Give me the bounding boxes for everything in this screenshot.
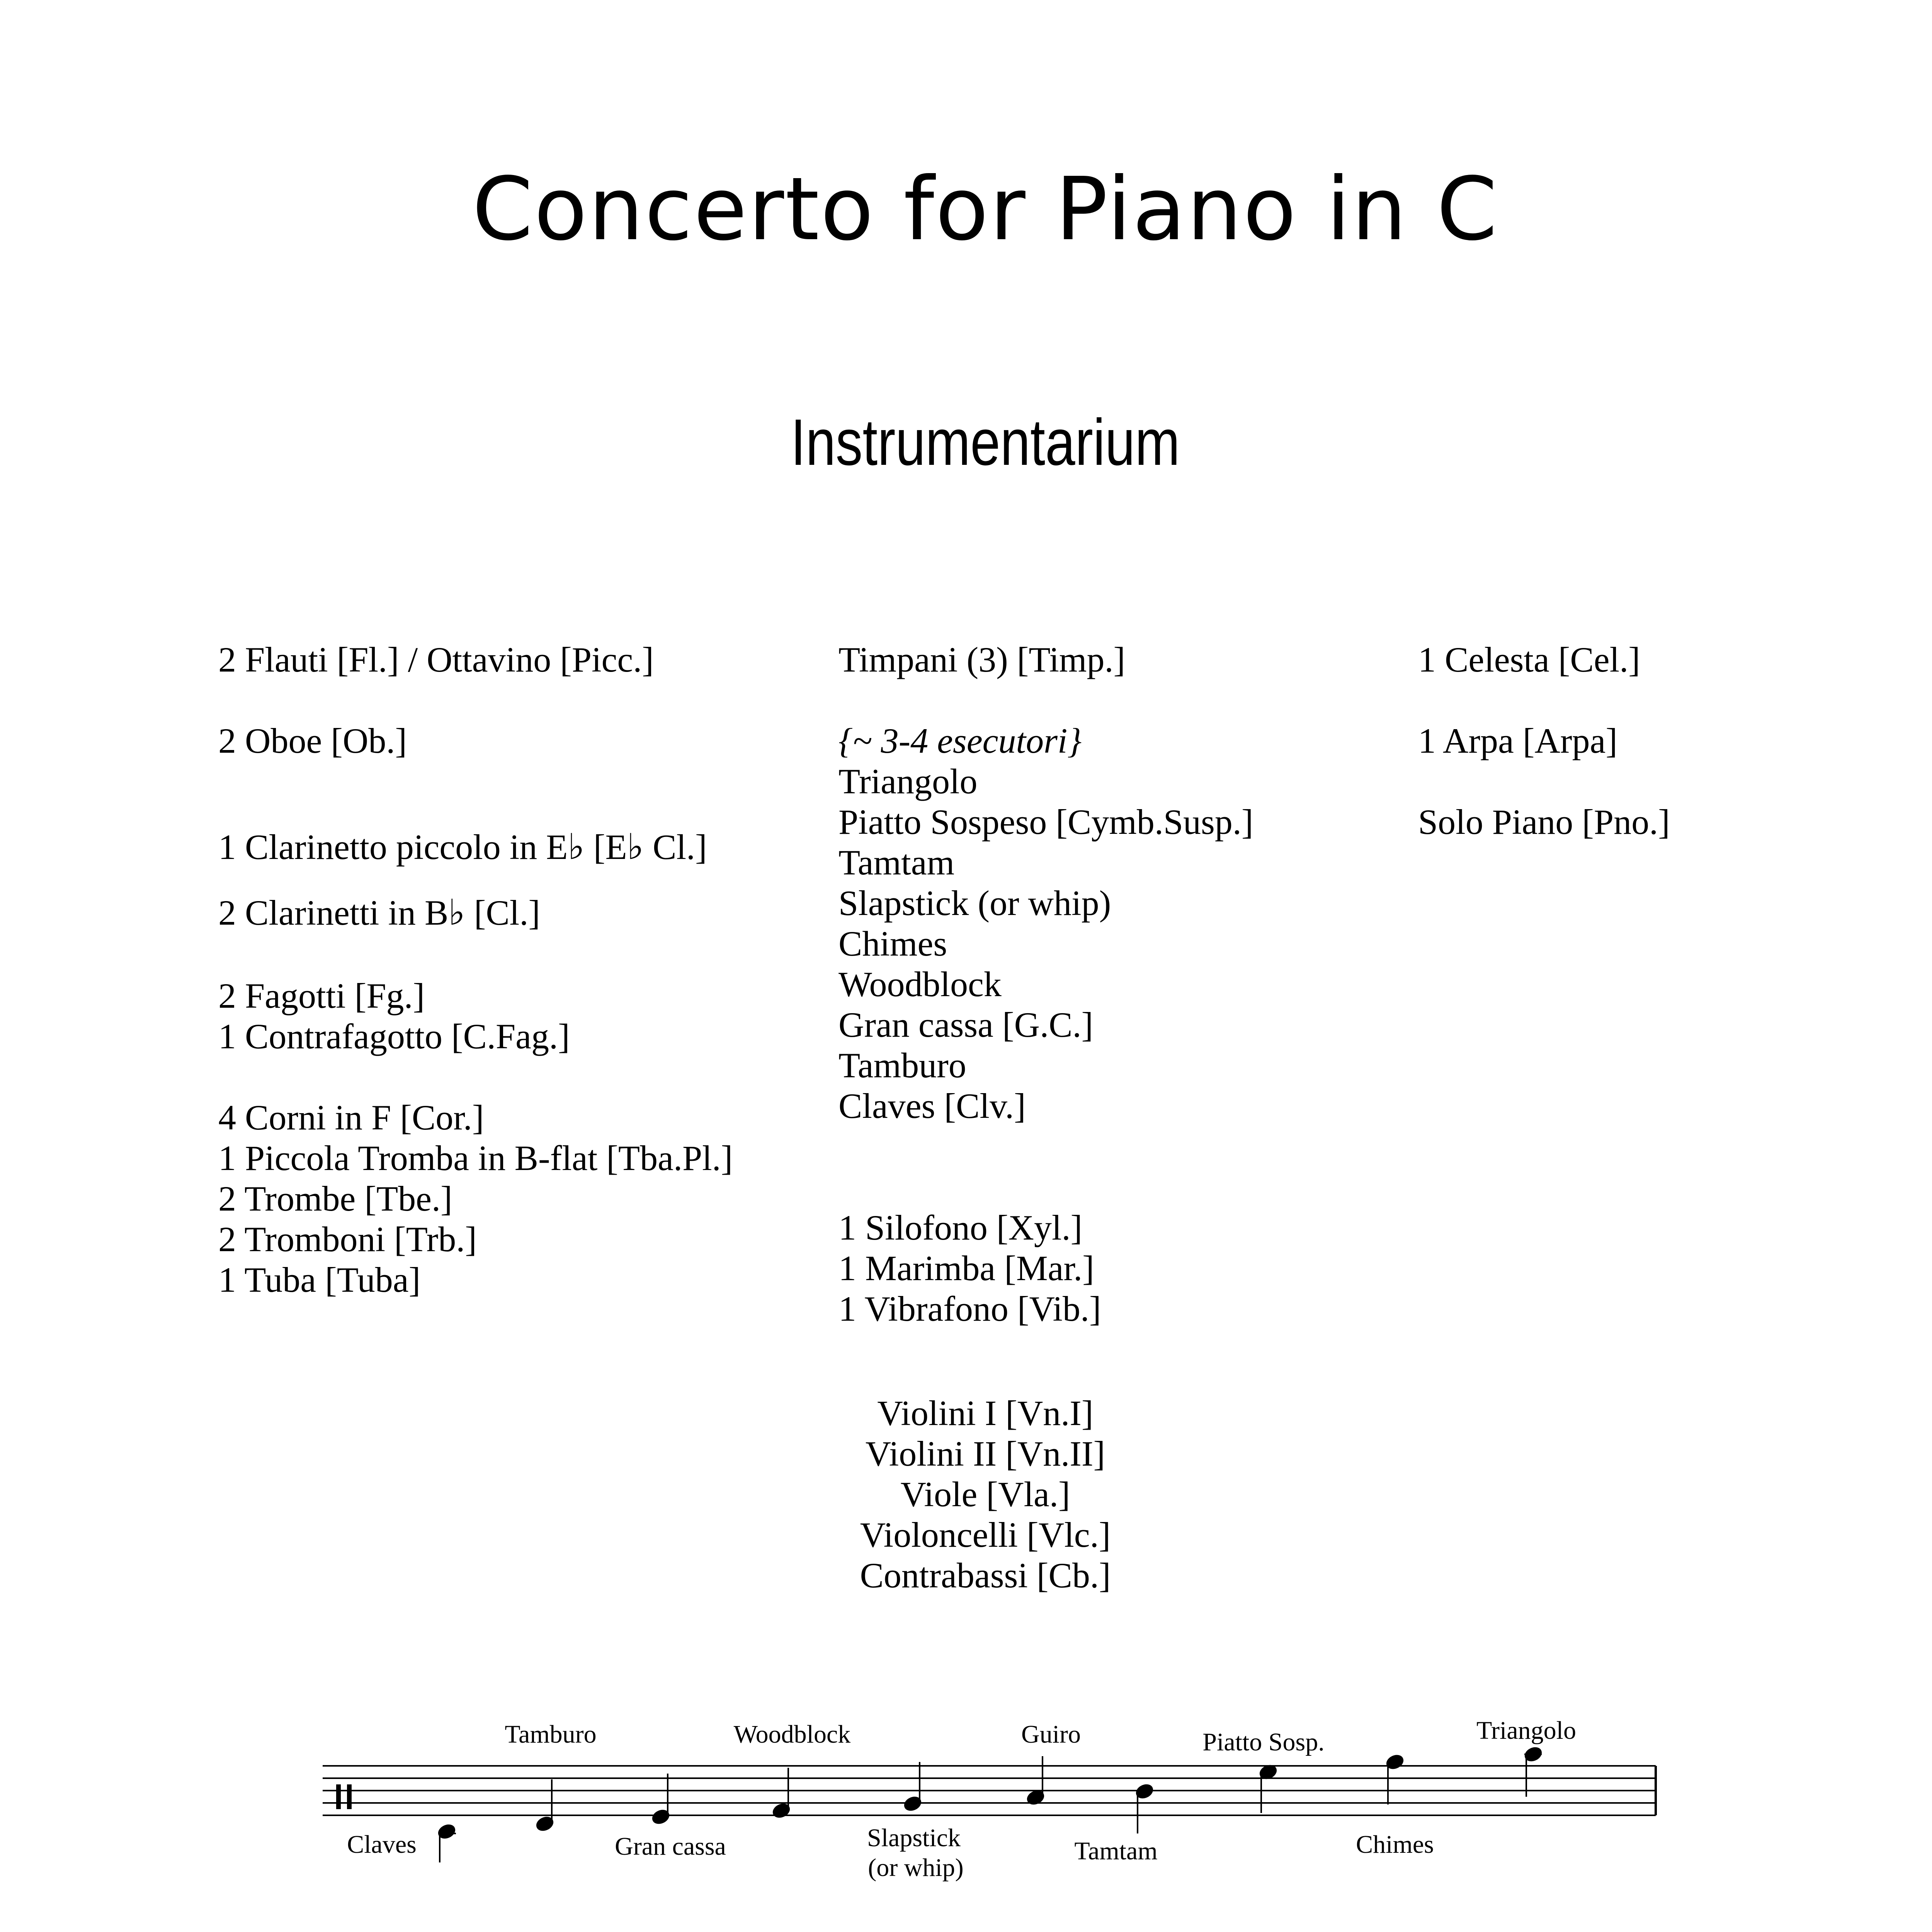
key-label-tamburo: Tamburo <box>505 1720 597 1748</box>
score-title: Concerto for Piano in C <box>472 159 1498 260</box>
list-item: 1 Silofono [Xyl.] <box>838 1208 1083 1247</box>
list-item: 1 Arpa [Arpa] <box>1418 721 1618 760</box>
list-item: Triangolo <box>838 762 978 801</box>
list-item: 1 Vibrafono [Vib.] <box>838 1289 1101 1328</box>
list-item: 1 Contrafagotto [C.Fag.] <box>218 1017 570 1056</box>
section-heading: Instrumentarium <box>791 406 1180 479</box>
list-item: 2 Fagotti [Fg.] <box>218 976 425 1015</box>
list-item: Solo Piano [Pno.] <box>1418 802 1670 842</box>
list-item: 2 Oboe [Ob.] <box>218 721 407 760</box>
key-label-triangolo: Triangolo <box>1476 1716 1576 1745</box>
list-item: 1 Celesta [Cel.] <box>1418 640 1640 679</box>
key-label-gran-cassa: Gran cassa <box>615 1832 726 1861</box>
list-item: 2 Clarinetti in B♭ [Cl.] <box>218 893 540 932</box>
list-item: 1 Tuba [Tuba] <box>218 1260 421 1299</box>
list-item: 1 Marimba [Mar.] <box>838 1248 1094 1288</box>
percussion-clef-icon <box>336 1784 352 1809</box>
list-item: Viole [Vla.] <box>900 1475 1070 1514</box>
list-item: Violoncelli [Vlc.] <box>860 1515 1111 1554</box>
list-item: 4 Corni in F [Cor.] <box>218 1098 484 1137</box>
list-item: Claves [Clv.] <box>838 1086 1026 1126</box>
key-label-chimes: Chimes <box>1356 1830 1434 1859</box>
woodblock-note-icon <box>772 1768 791 1819</box>
list-item: 2 Trombe [Tbe.] <box>218 1179 452 1218</box>
list-item: Gran cassa [G.C.] <box>838 1005 1094 1044</box>
list-item: Tamburo <box>838 1046 966 1085</box>
tamtam-note-icon <box>1135 1783 1155 1833</box>
key-label-piatto-sosp: Piatto Sosp. <box>1202 1728 1325 1756</box>
list-item: Violini II [Vn.II] <box>865 1434 1105 1473</box>
key-label-tamtam: Tamtam <box>1074 1837 1158 1865</box>
key-label-woodblock: Woodblock <box>733 1720 851 1748</box>
key-label-claves: Claves <box>347 1830 417 1859</box>
triangolo-note-icon <box>1524 1746 1543 1797</box>
key-label-guiro: Guiro <box>1021 1720 1081 1748</box>
slapstick-note-icon <box>903 1762 923 1812</box>
list-item: Contrabassi [Cb.] <box>860 1556 1111 1595</box>
list-item: Violini I [Vn.I] <box>877 1393 1094 1433</box>
percussion-players-note: {~ 3-4 esecutori} <box>838 721 1082 760</box>
list-item: Slapstick (or whip) <box>838 883 1111 923</box>
list-item: 2 Flauti [Fl.] / Ottavino [Picc.] <box>218 640 654 679</box>
list-item: Chimes <box>838 924 947 963</box>
tamburo-note-icon <box>535 1779 555 1832</box>
claves-note-icon <box>437 1823 457 1862</box>
list-item: Piatto Sospeso [Cymb.Susp.] <box>838 802 1253 842</box>
key-label-slapstick: Slapstick <box>867 1824 961 1852</box>
key-label-slapstick-alt: (or whip) <box>868 1854 964 1882</box>
list-item: Tamtam <box>838 843 955 882</box>
list-item: Woodblock <box>838 964 1002 1004</box>
list-item: 2 Tromboni [Trb.] <box>218 1219 477 1259</box>
staff-lines <box>323 1766 1656 1815</box>
gran-cassa-note-icon <box>651 1774 671 1825</box>
list-item: Timpani (3) [Timp.] <box>838 640 1126 679</box>
list-item: 1 Clarinetto piccolo in E♭ [E♭ Cl.] <box>218 827 707 867</box>
piatto-note-icon <box>1259 1764 1278 1813</box>
guiro-note-icon <box>1026 1756 1046 1806</box>
list-item: 1 Piccola Tromba in B-flat [Tba.Pl.] <box>218 1138 733 1178</box>
